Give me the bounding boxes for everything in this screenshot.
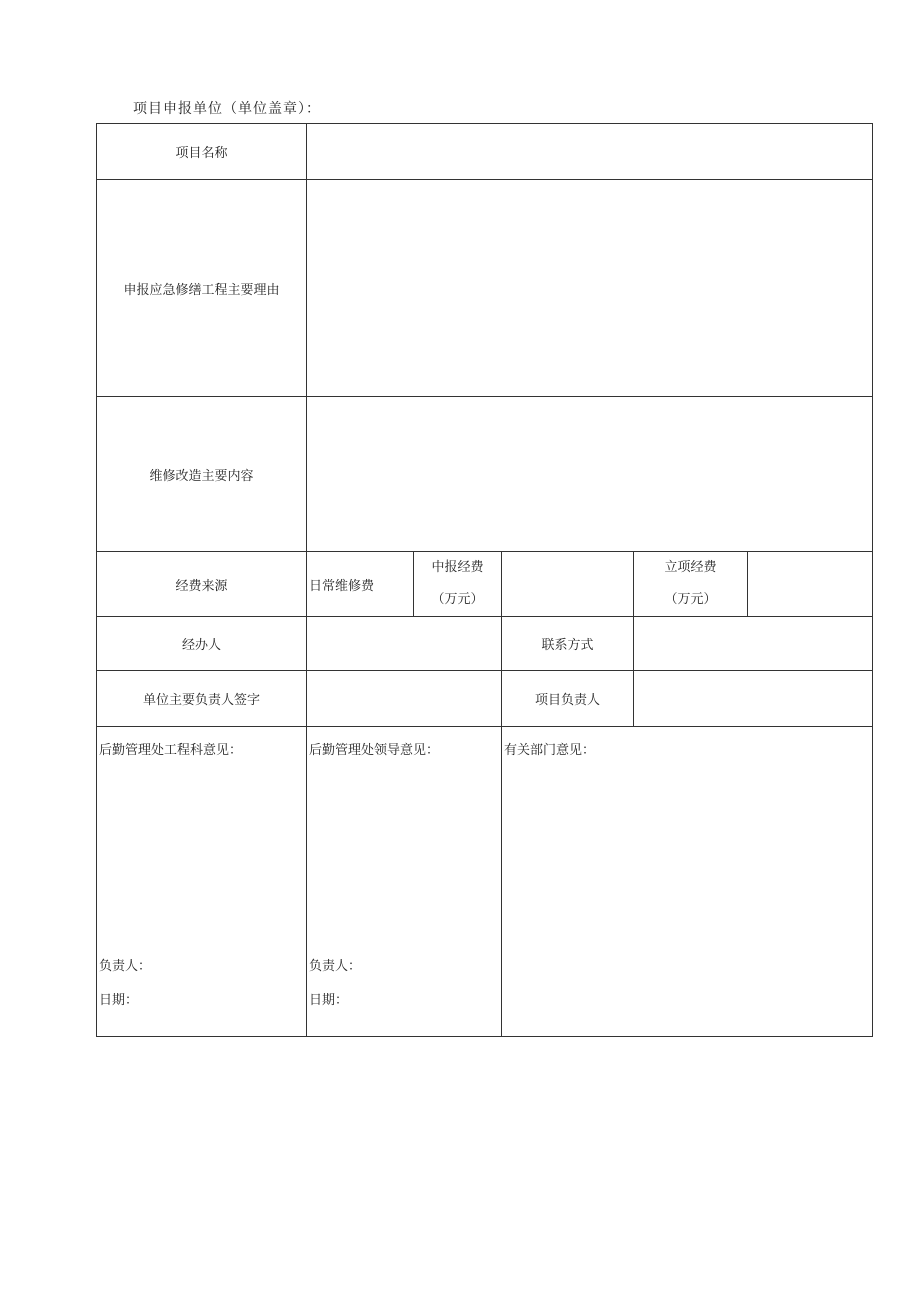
project-lead-field[interactable] [634,671,873,727]
row-funding [97,552,873,617]
row-content [97,397,873,552]
contact-label: 联系方式 [502,617,634,671]
contact-field[interactable] [634,617,873,671]
handler-label: 经办人 [97,617,307,671]
engineering-sign-label: 负责人： [99,959,152,974]
approved-funding-field[interactable] [748,552,873,617]
leadership-opinion-cell[interactable] [307,727,502,1037]
reason-field[interactable] [307,180,873,397]
project-name-label: 项目名称 [97,124,307,180]
content-field[interactable] [307,397,873,552]
project-lead-label: 项目负责人 [502,671,634,727]
row-signatures [97,671,873,727]
handler-field[interactable] [307,617,502,671]
approved-funding-unit: （万元） [664,592,717,607]
head-sign-label: 单位主要负责人签字 [97,671,307,727]
funding-source-value: 日常维修费 [307,552,414,617]
funding-source-label: 经费来源 [97,552,307,617]
engineering-opinion-title: 后勤管理处工程科意见： [99,743,243,758]
declared-funding-field[interactable] [502,552,634,617]
row-project-name [97,124,873,180]
declared-funding-unit: （万元） [431,592,484,607]
project-name-field[interactable] [307,124,873,180]
approved-funding-label [634,552,748,617]
leadership-sign-label: 负责人： [309,959,362,974]
head-sign-field[interactable] [307,671,502,727]
declared-funding-label [414,552,502,617]
content-label: 维修改造主要内容 [97,397,307,552]
leadership-opinion-title: 后勤管理处领导意见： [309,743,440,758]
departments-opinion-cell[interactable] [502,727,873,1037]
row-opinions [97,727,873,1037]
application-form-table [96,123,873,1037]
reason-label: 申报应急修缮工程主要理由 [97,180,307,397]
leadership-date-label: 日期： [309,993,349,1008]
unit-seal-label: 项目申报单位（单位盖章）： [133,101,321,117]
departments-opinion-title: 有关部门意见： [504,743,596,758]
approved-funding-title: 立项经费 [664,560,717,575]
row-reason [97,180,873,397]
declared-funding-title: 中报经费 [431,560,484,575]
engineering-opinion-cell[interactable] [97,727,307,1037]
engineering-date-label: 日期： [99,993,139,1008]
row-handler [97,617,873,671]
